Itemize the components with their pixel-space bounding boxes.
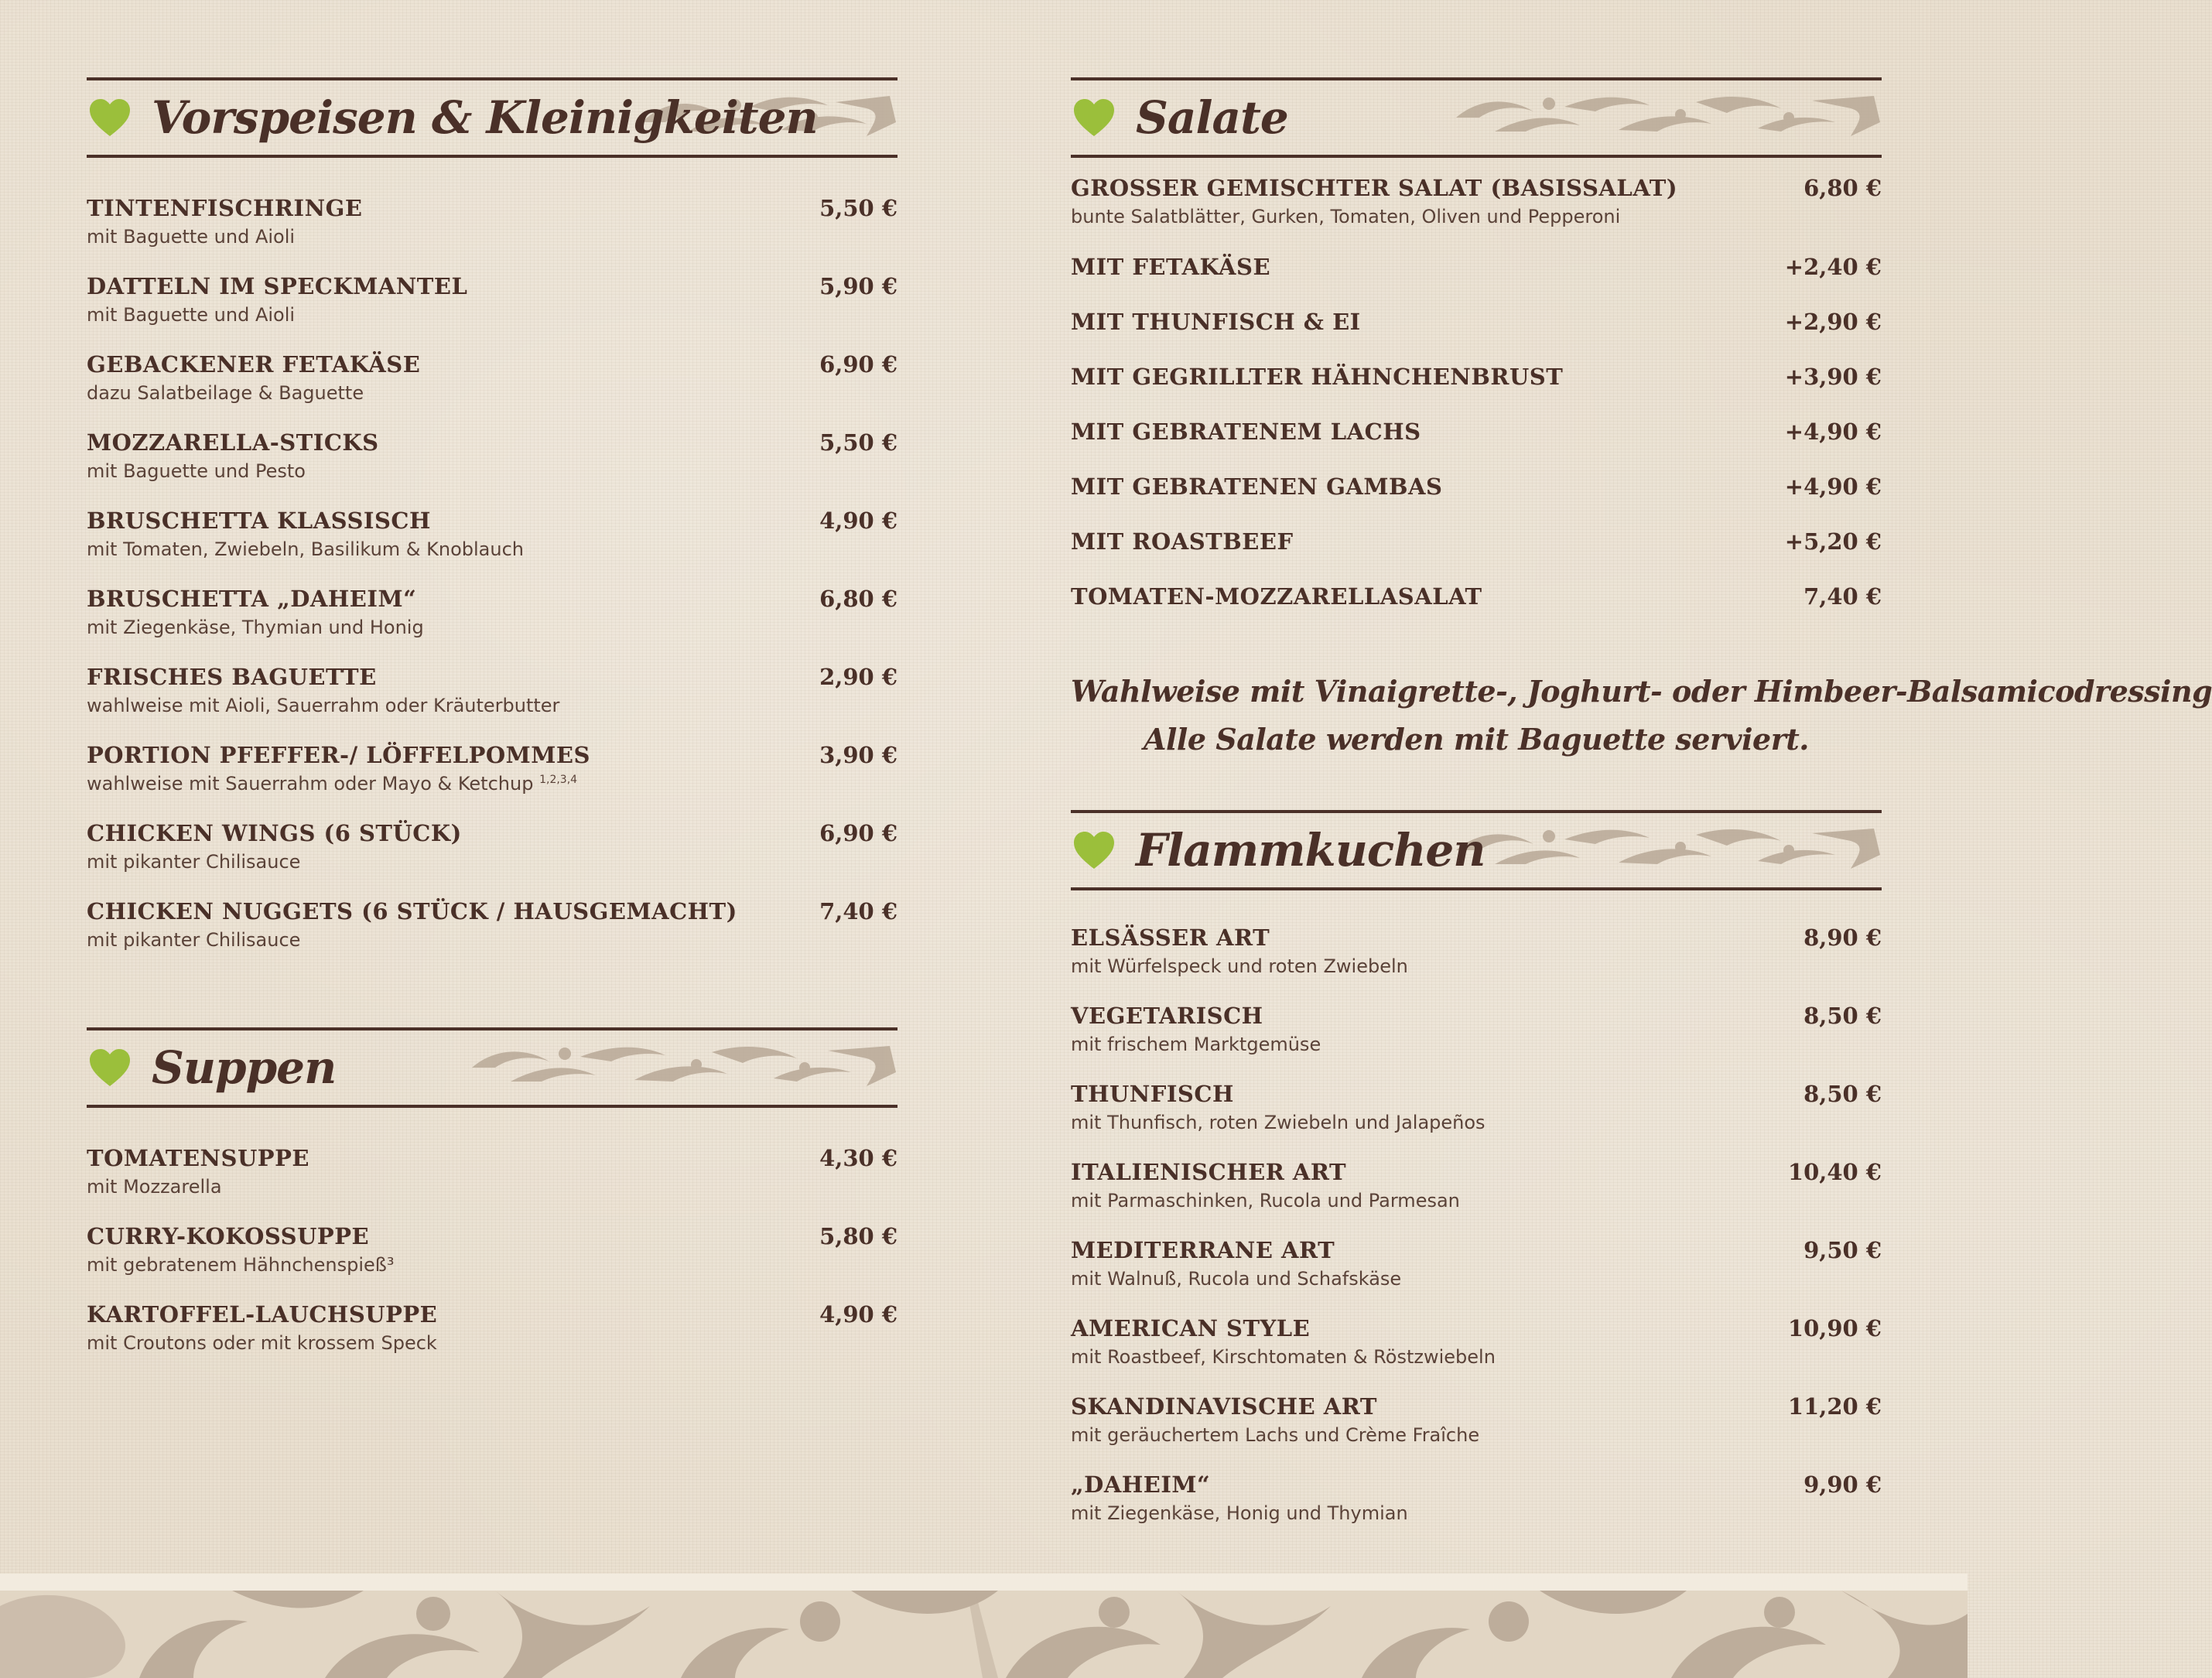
item-description: bunte Salatblätter, Gurken, Tomaten, Oliven und Pepperoni [1071,206,1621,227]
menu-item [87,586,897,664]
item-name: CURRY-KOKOSSUPPE [87,1223,370,1249]
menu-list [87,195,897,976]
item-price: 2,90 € [819,664,897,690]
item-description: mit Ziegenkäse, Thymian und Honig [87,617,424,638]
item-name: MEDITERRANE ART [1071,1237,1335,1263]
menu-item [1071,1471,1882,1550]
item-description: mit pikanter Chilisauce [87,851,301,873]
dressing-note-line: Wahlweise mit Vinaigrette-, Joghurt- oder Himbeer-Balsamicodressing [1071,674,2212,709]
floral-ornament [1448,824,1882,872]
menu-item [1071,528,1882,583]
item-name: THUNFISCH [1071,1081,1234,1107]
section-title: Suppen [152,1041,337,1094]
allergen-footnote: 1,2,3,4 [539,774,578,786]
item-price: 6,90 € [819,351,897,378]
menu-item [87,273,897,351]
item-name: GROSSER GEMISCHTER SALAT (BASISSALAT) [1071,175,1678,201]
item-description: mit Thunfisch, roten Zwiebeln und Jalapeños [1071,1112,1485,1133]
item-name: VEGETARISCH [1071,1003,1263,1029]
menu-item [87,742,897,820]
menu-item [87,429,897,508]
item-price: +2,90 € [1784,309,1882,335]
menu-item [1071,1237,1882,1315]
item-price: 4,90 € [819,508,897,534]
item-price: 10,90 € [1787,1315,1882,1341]
item-name: BRUSCHETTA „DAHEIM“ [87,586,417,612]
menu-item [1071,473,1882,528]
item-price: 6,80 € [819,586,897,612]
item-name: SKANDINAVISCHE ART [1071,1393,1377,1420]
menu-item [1071,1393,1882,1471]
item-price: 7,40 € [1803,583,1882,610]
heart-icon [1072,97,1116,138]
item-name: GEBACKENER FETAKÄSE [87,351,421,378]
menu-item [87,1145,897,1223]
item-price: 11,20 € [1787,1393,1882,1420]
item-price: 7,40 € [819,898,897,924]
item-name: MIT GEBRATENEM LACHS [1071,419,1421,445]
item-description: mit geräuchertem Lachs und Crème Fraîche [1071,1424,1480,1446]
item-description: mit Baguette und Aioli [87,304,296,326]
item-price: 5,50 € [819,195,897,221]
item-description: mit Parmaschinken, Rucola und Parmesan [1071,1190,1460,1212]
menu-list [87,1145,897,1379]
item-name: BRUSCHETTA KLASSISCH [87,508,431,534]
menu-item [87,898,897,976]
heart-icon [88,1047,132,1088]
dressing-note [1071,668,2212,764]
item-name: KARTOFFEL-LAUCHSUPPE [87,1301,438,1328]
section-header [1071,77,1882,158]
section-vorspeisen [87,77,897,976]
menu-item [87,508,897,586]
item-description: mit gebratenem Hähnchenspieß³ [87,1254,395,1276]
item-description: wahlweise mit Aioli, Sauerrahm oder Kräuterbutter [87,695,560,716]
menu-item [1071,583,1882,638]
item-description: mit Baguette und Pesto [87,460,306,482]
item-description: mit pikanter Chilisauce [87,929,301,951]
item-price: 5,50 € [819,429,897,456]
item-price: 5,80 € [819,1223,897,1249]
item-price: 3,90 € [819,742,897,768]
menu-item [1071,309,1882,364]
section-title: Vorspeisen & Kleinigkeiten [152,91,818,144]
item-price: +4,90 € [1784,473,1882,500]
item-name: MOZZARELLA-STICKS [87,429,379,456]
item-price: 9,50 € [1803,1237,1882,1263]
menu-item [1071,1315,1882,1393]
item-name: PORTION PFEFFER-/ LÖFFELPOMMES [87,742,590,768]
item-price: +3,90 € [1784,364,1882,390]
item-description [87,773,897,795]
item-price: 9,90 € [1803,1471,1882,1498]
item-price: 4,30 € [819,1145,897,1171]
item-price: 6,80 € [1803,175,1882,201]
item-price: 10,40 € [1787,1159,1882,1185]
item-description: dazu Salatbeilage & Baguette [87,382,364,404]
item-price: 8,50 € [1803,1003,1882,1029]
section-header [87,1027,897,1108]
floral-ornament [1448,91,1882,139]
section-header [87,77,897,158]
section-title: Salate [1136,91,1288,144]
menu-item [1071,924,1882,1003]
item-description: mit frischem Marktgemüse [1071,1034,1321,1055]
item-price: 6,90 € [819,820,897,846]
menu-item [87,664,897,742]
floral-ornament [0,1591,1968,1678]
item-name: TOMATENSUPPE [87,1145,309,1171]
menu-item [87,351,897,429]
item-price: 4,90 € [819,1301,897,1328]
item-name: CHICKEN NUGGETS (6 STÜCK / HAUSGEMACHT) [87,898,737,924]
item-name: TOMATEN-MOZZARELLASALAT [1071,583,1482,610]
item-name: FRISCHES BAGUETTE [87,664,377,690]
item-name: TINTENFISCHRINGE [87,195,363,221]
item-price: +5,20 € [1784,528,1882,555]
menu-item [1071,175,1882,254]
right-column [1071,77,2212,1550]
heart-icon [88,97,132,138]
section-salate [1071,77,2212,764]
item-description: mit Baguette und Aioli [87,226,296,248]
item-name: CHICKEN WINGS (6 STÜCK) [87,820,462,846]
item-description: mit Würfelspeck und roten Zwiebeln [1071,955,1408,977]
item-name: MIT ROASTBEEF [1071,528,1294,555]
item-name: ELSÄSSER ART [1071,924,1270,951]
item-name: MIT FETAKÄSE [1071,254,1271,280]
item-description: mit Ziegenkäse, Honig und Thymian [1071,1502,1408,1524]
item-name: MIT GEBRATENEN GAMBAS [1071,473,1443,500]
section-flammkuchen [1071,810,1882,1550]
item-price: +2,40 € [1784,254,1882,280]
menu-list [1071,175,1882,638]
item-name: DATTELN IM SPECKMANTEL [87,273,468,299]
menu-item [1071,364,1882,419]
item-description: mit Walnuß, Rucola und Schafskäse [1071,1268,1402,1290]
section-title: Flammkuchen [1136,824,1485,877]
item-name: ITALIENISCHER ART [1071,1159,1347,1185]
item-name: AMERICAN STYLE [1071,1315,1311,1341]
item-description: mit Roastbeef, Kirschtomaten & Röstzwiebeln [1071,1346,1496,1368]
dressing-note-line: Alle Salate werden mit Baguette serviert. [1144,722,1809,757]
item-price: +4,90 € [1784,419,1882,445]
item-description: mit Tomaten, Zwiebeln, Basilikum & Knoblauch [87,538,524,560]
item-price: 8,90 € [1803,924,1882,951]
item-description: mit Croutons oder mit krossem Speck [87,1332,437,1354]
item-description: mit Mozzarella [87,1176,222,1198]
item-name: MIT GEGRILLTER HÄHNCHENBRUST [1071,364,1564,390]
floral-ornament [464,1041,897,1089]
section-header [1071,810,1882,890]
item-name: „DAHEIM“ [1071,1471,1211,1498]
item-price: 8,50 € [1803,1081,1882,1107]
item-name: MIT THUNFISCH & EI [1071,309,1361,335]
menu-item [87,820,897,898]
menu-item [1071,1003,1882,1081]
menu-item [87,1223,897,1301]
item-price: 5,90 € [819,273,897,299]
menu-item [1071,419,1882,473]
menu-item [1071,1081,1882,1159]
heart-icon [1072,830,1116,870]
section-suppen [87,1027,897,1379]
menu-list [1071,924,1882,1550]
footer-ornament-band [0,1574,1968,1678]
footer-light-strip [0,1574,1968,1591]
item-description-text: wahlweise mit Sauerrahm oder Mayo & Ketchup [87,773,534,795]
menu-item [1071,254,1882,309]
menu-item [1071,1159,1882,1237]
left-column [87,77,897,1379]
menu-item [87,195,897,273]
menu-item [87,1301,897,1379]
